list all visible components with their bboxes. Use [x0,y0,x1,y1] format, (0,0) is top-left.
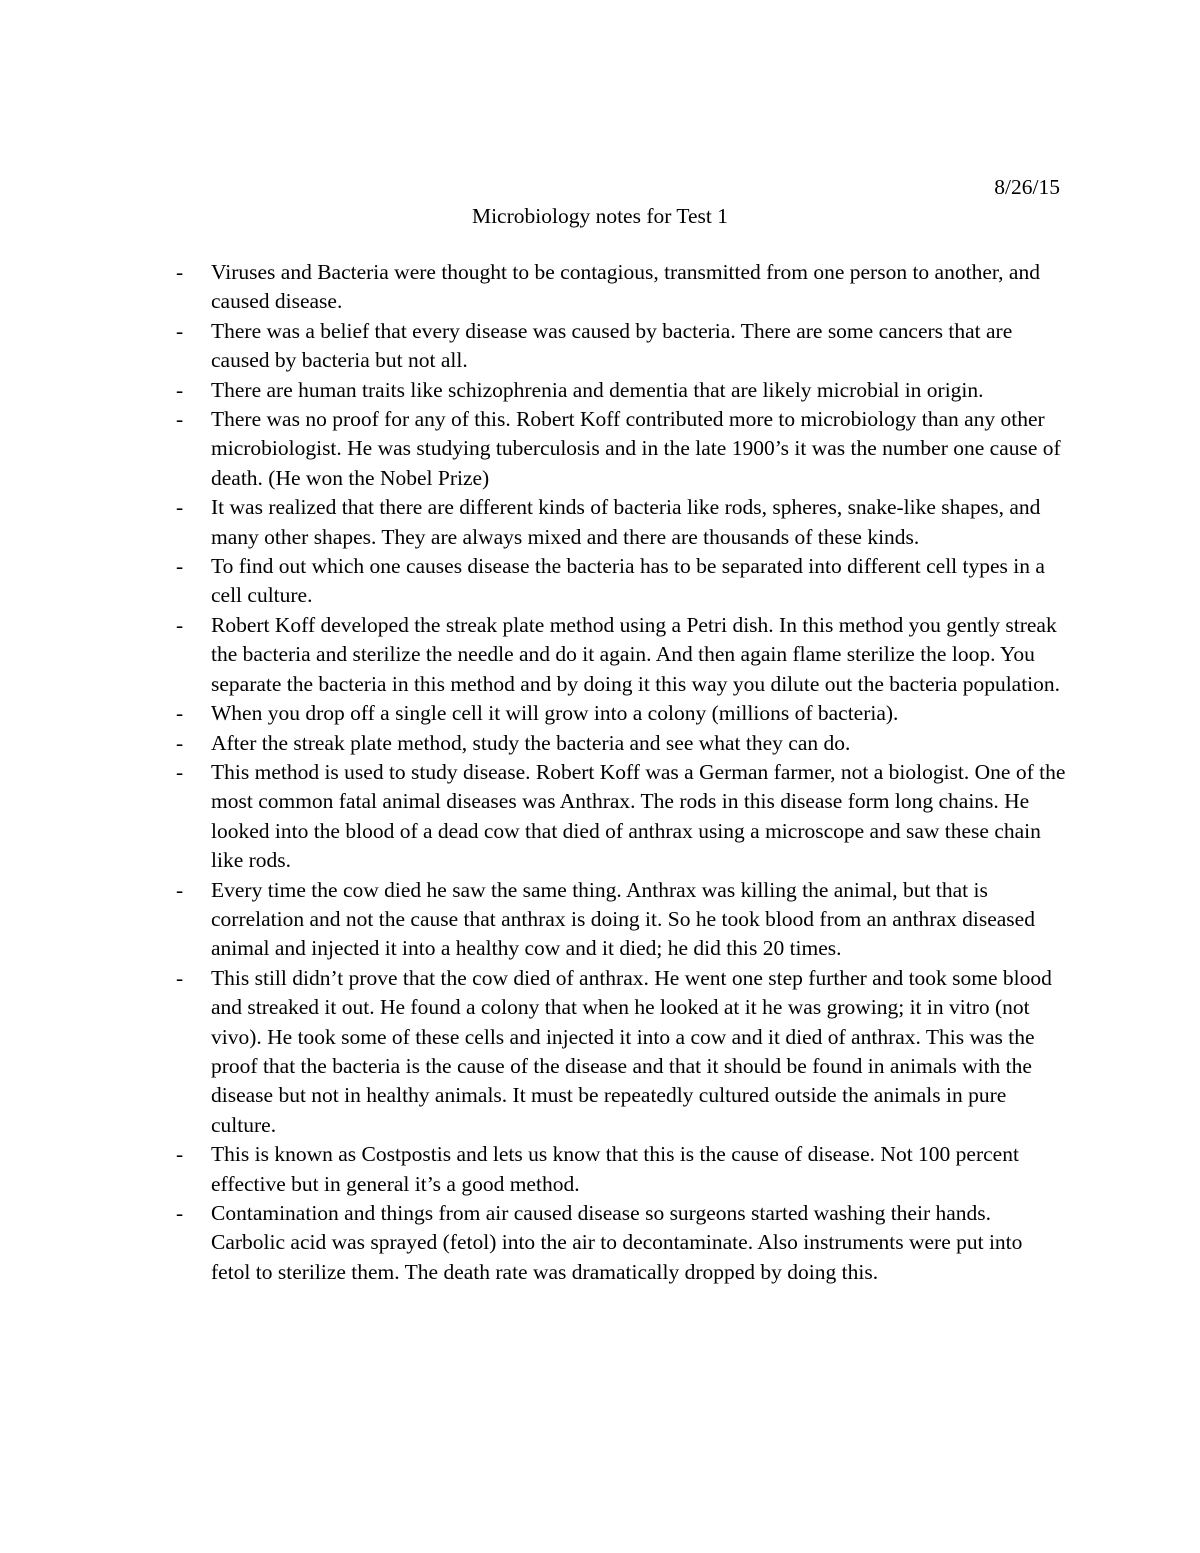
bullet-dash: - [176,318,184,343]
note-text: To find out which one causes disease the bacteria has to be separated into different cell types in a cell culture. [211,554,1045,608]
bullet-dash: - [176,730,184,755]
note-text: This still didn’t prove that the cow died of anthrax. He went one step further and took some blood and streaked it out. He found a colony that when he looked at it he was growing; it in vitro (not vivo). He took some of these cells and injected it into a cow and it died of anthrax. This was the proof that the bacteria is the cause of the disease and that it should be found in animals with the disease but not in healthy animals. It must be repeatedly cultured outside the animals in pure culture. [211,965,1052,1137]
note-item [176,758,1066,876]
bullet-dash: - [176,377,184,402]
bullet-dash: - [176,1142,184,1167]
bullet-dash: - [176,260,184,284]
note-item [176,405,1066,493]
note-item [176,699,1066,728]
bullet-dash: - [176,701,184,726]
bullet-dash: - [176,612,184,637]
note-item [176,552,1066,611]
note-item [176,1199,1066,1287]
bullet-dash: - [176,407,184,432]
note-text: It was realized that there are different kinds of bacteria like rods, spheres, snake-like shapes, and many other shapes. They are always mixed and there are thousands of these kinds. [211,495,1041,549]
note-text: There are human traits like schizophrenia and dementia that are likely microbial in origin. [211,377,984,402]
bullet-dash: - [176,759,184,784]
document-title: Microbiology notes for Test 1 [471,204,729,228]
note-text: There was no proof for any of this. Robert Koff contributed more to microbiology than any other microbiologist. He was studying tuberculosis and in the late 1900’s it was the number one cause of death. (He won the Nobel Prize) [211,407,1061,490]
notes-list [176,258,1066,1287]
note-item [176,876,1066,964]
note-text: Every time the cow died he saw the same thing. Anthrax was killing the animal, but that is correlation and not the cause that anthrax is doing it. So he took blood from an anthrax diseased animal and injected it into a healthy cow and it died; he did this 20 times. [211,877,1035,961]
note-item [176,1140,1066,1199]
note-text: Viruses and Bacteria were thought to be contagious, transmitted from one person to another, and caused disease. [211,260,1040,314]
bullet-dash: - [176,965,184,990]
note-text: There was a belief that every disease was caused by bacteria. There are some cancers that are caused by bacteria but not all. [211,318,1013,373]
note-item [176,729,1066,758]
note-text: Contamination and things from air caused disease so surgeons started washing their hands. Carbolic acid was sprayed (fetol) into the air to decontaminate. Also instruments were put into fetol to sterilize them. The death rate was dramatically dropped by doing this. [211,1201,1023,1284]
note-text: When you drop off a single cell it will grow into a colony (millions of bacteria). [211,701,899,726]
document-date: 8/26/15 [994,175,1060,199]
note-item [176,317,1066,376]
note-text: Robert Koff developed the streak plate method using a Petri dish. In this method you gently streak the bacteria and sterilize the needle and do it again. And then again flame sterilize the loop. You separate the bacteria in this method and by doing it this way you dilute out the bacteria population. [211,612,1061,696]
note-item [176,964,1066,1140]
note-text: This method is used to study disease. Robert Koff was a German farmer, not a biologist. One of the most common fatal animal diseases was Anthrax. The rods in this disease form long chains. He looked into the blood of a dead cow that died of anthrax using a microscope and saw these chain like rods. [211,759,1066,873]
note-item [176,258,1066,317]
note-item [176,376,1066,405]
bullet-dash: - [176,1201,184,1225]
note-text: After the streak plate method, study the bacteria and see what they can do. [211,730,851,755]
note-item [176,493,1066,552]
note-text: This is known as Costpostis and lets us know that this is the cause of disease. Not 100 percent effective but in general it’s a good method. [211,1142,1019,1196]
bullet-dash: - [176,554,184,579]
bullet-dash: - [176,495,184,520]
bullet-dash: - [176,877,184,902]
note-item [176,611,1066,699]
